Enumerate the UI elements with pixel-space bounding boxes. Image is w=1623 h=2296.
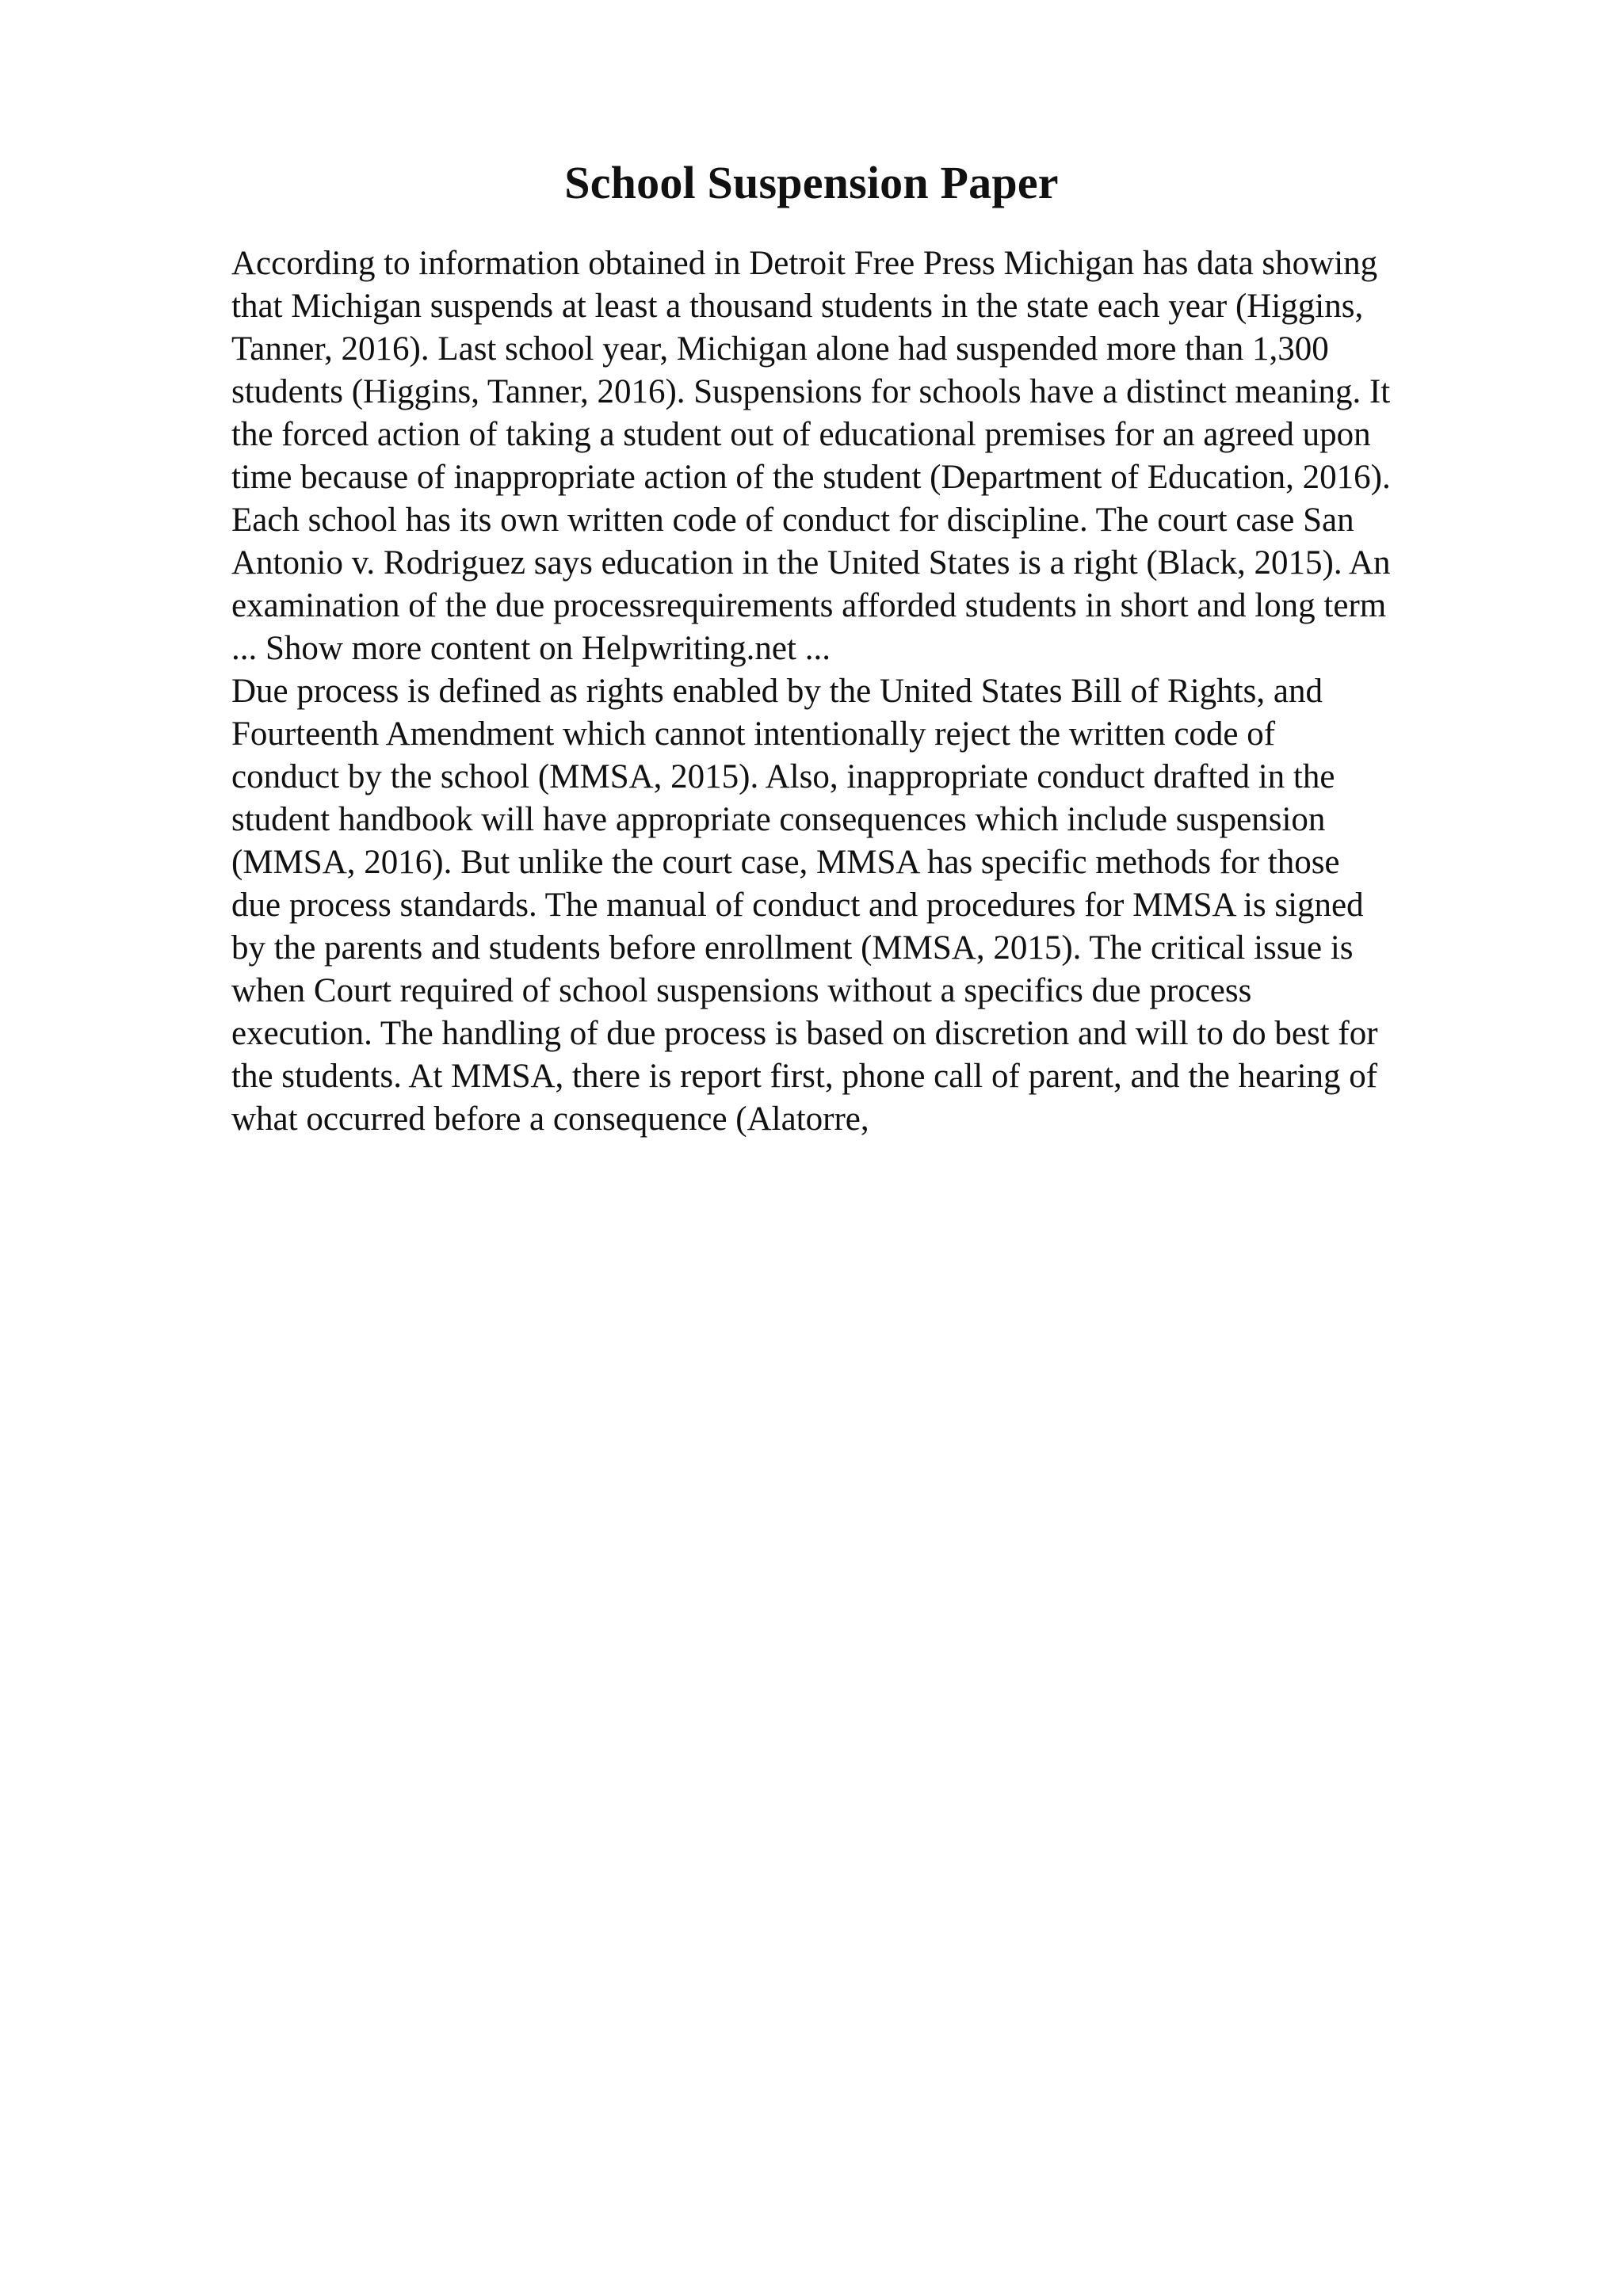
text-line: the students. At MMSA, there is report first, phone call of parent, and the hearing of <box>231 1058 1378 1095</box>
text-line: students (Higgins, Tanner, 2016). Suspensions for schools have a distinct meaning. It <box>231 373 1391 410</box>
text-line: due process standards. The manual of conduct and procedures for MMSA is signed <box>231 887 1364 924</box>
text-line: Fourteenth Amendment which cannot intentionally reject the written code of <box>231 715 1276 753</box>
text-line: According to information obtained in Detroit Free Press Michigan has data showing <box>231 245 1378 282</box>
text-line: Each school has its own written code of conduct for discipline. The court case San <box>231 502 1354 539</box>
text-line: examination of the due processrequirements afforded students in short and long term <box>231 587 1387 624</box>
page-title: School Suspension Paper <box>564 157 1059 208</box>
text-line: Tanner, 2016). Last school year, Michigan alone had suspended more than 1,300 <box>231 330 1329 368</box>
show-more-line: ... Show more content on Helpwriting.net ... <box>231 630 831 667</box>
text-line: that Michigan suspends at least a thousand students in the state each year (Higgins, <box>231 288 1364 325</box>
body-text <box>231 242 1515 1141</box>
text-line: student handbook will have appropriate consequences which include suspension <box>231 801 1326 838</box>
text-line: conduct by the school (MMSA, 2015). Also, inappropriate conduct drafted in the <box>231 758 1335 795</box>
text-line: what occurred before a consequence (Alatorre, <box>231 1100 869 1138</box>
text-line: execution. The handling of due process is based on discretion and will to do best for <box>231 1015 1378 1052</box>
text-line: time because of inappropriate action of the student (Department of Education, 2016). <box>231 459 1391 496</box>
text-line: (MMSA, 2016). But unlike the court case, MMSA has specific methods for those <box>231 844 1340 881</box>
text-line: Antonio v. Rodriguez says education in the United States is a right (Black, 2015). An <box>231 544 1391 582</box>
text-line: by the parents and students before enrollment (MMSA, 2015). The critical issue is <box>231 929 1354 967</box>
text-line: the forced action of taking a student out of educational premises for an agreed upon <box>231 416 1371 453</box>
text-line: Due process is defined as rights enabled by the United States Bill of Rights, and <box>231 673 1323 710</box>
text-line: when Court required of school suspensions without a specifics due process <box>231 972 1252 1009</box>
